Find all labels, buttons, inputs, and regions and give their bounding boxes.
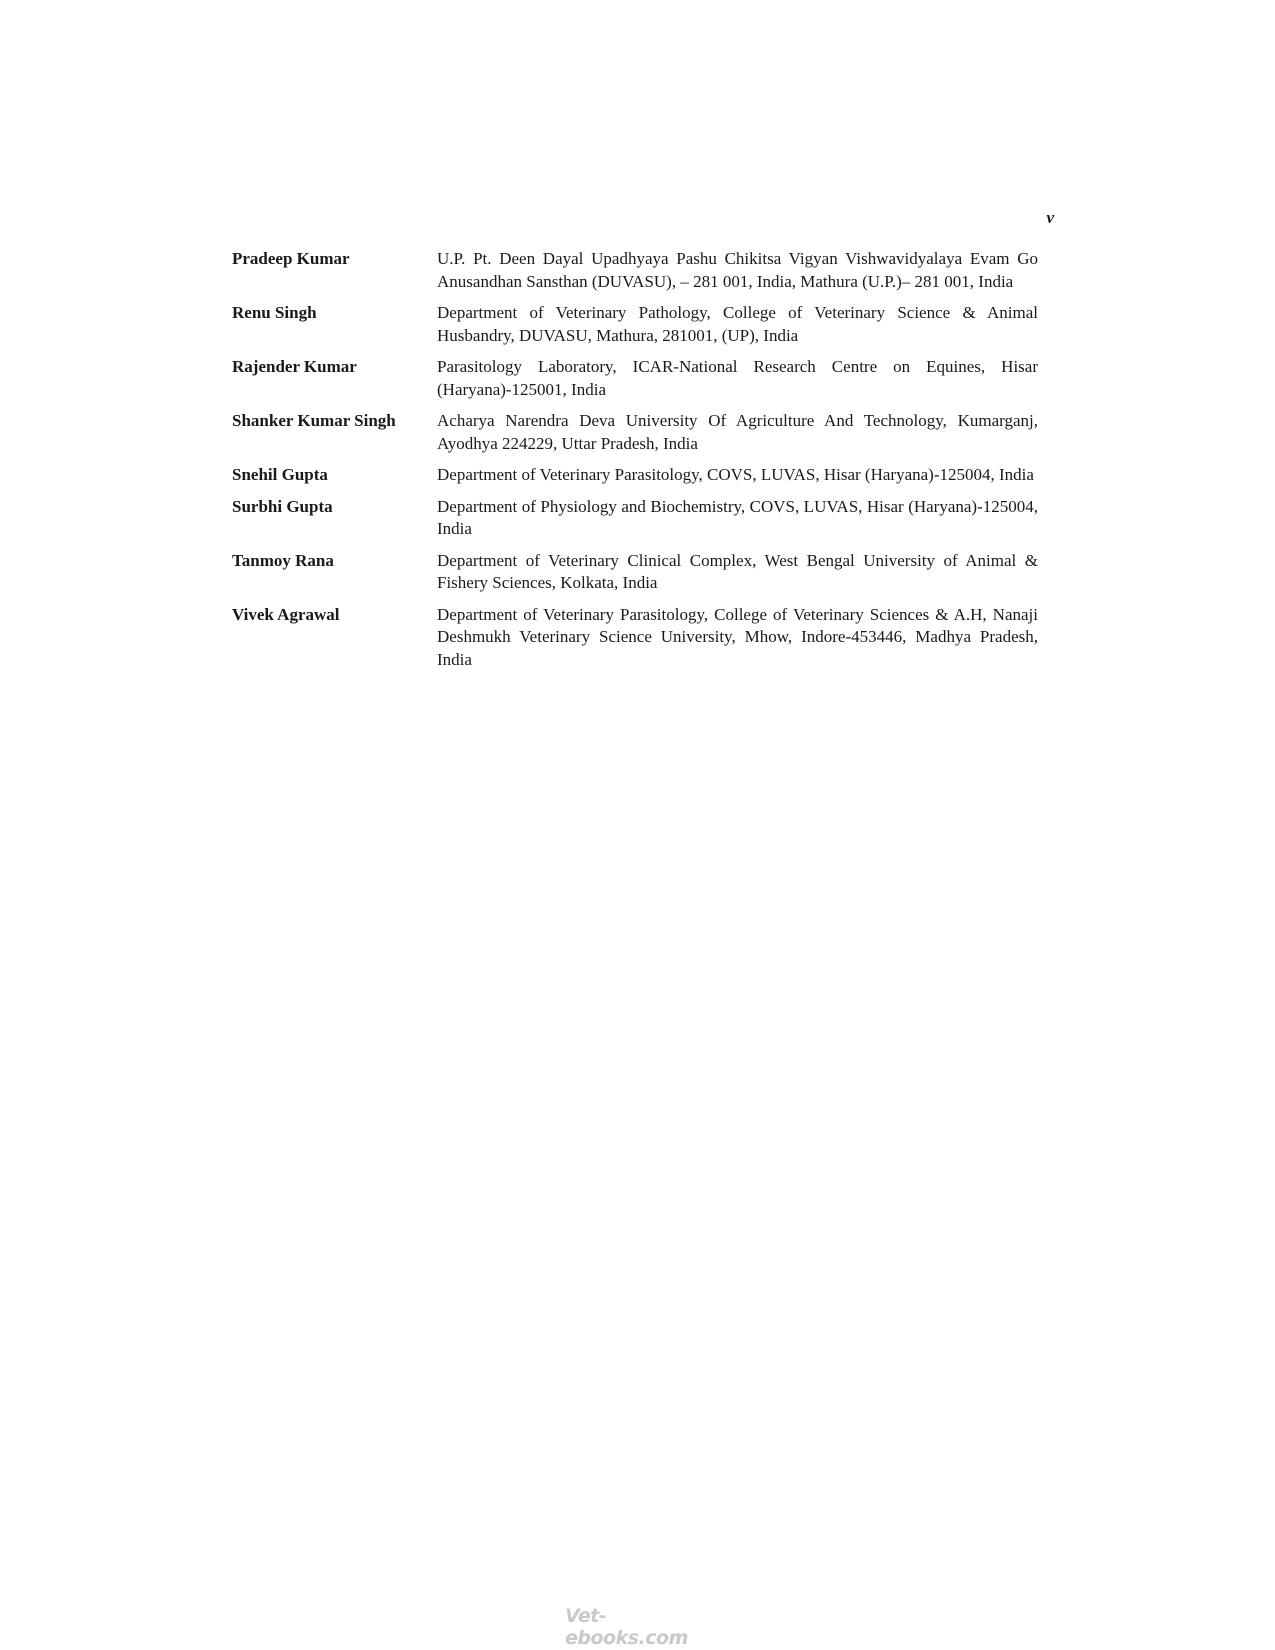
contributor-entry	[232, 248, 1038, 293]
contributor-affiliation: U.P. Pt. Deen Dayal Upadhyaya Pashu Chikitsa Vigyan Vishwavidyalaya Evam Go Anusandhan Sansthan (DUVASU), – 281 001, India, Mathura (U.P.)– 281 001, India	[437, 249, 1038, 291]
contributor-affiliation: Department of Veterinary Parasitology, COVS, LUVAS, Hisar (Haryana)-125004, India	[437, 465, 1034, 484]
contributor-entry	[232, 496, 1038, 541]
contributor-name: Snehil Gupta	[232, 465, 328, 484]
watermark-text: Vet-ebooks.com	[565, 1605, 688, 1649]
contributor-affiliation: Acharya Narendra Deva University Of Agriculture And Technology, Kumarganj, Ayodhya 224229, Uttar Pradesh, India	[437, 411, 1038, 453]
contributor-entry	[232, 604, 1038, 672]
contributor-affiliation: Parasitology Laboratory, ICAR-National Research Centre on Equines, Hisar (Haryana)-125001, India	[437, 357, 1038, 399]
contributor-name: Shanker Kumar Singh	[232, 411, 396, 430]
page-number: v	[1046, 208, 1054, 227]
contributor-name: Surbhi Gupta	[232, 496, 333, 516]
contributor-name: Pradeep Kumar	[232, 249, 350, 268]
contributor-affiliation: Department of Veterinary Parasitology, College of Veterinary Sciences & A.H, Nanaji Deshmukh Veterinary Science University, Mhow, Indore-453446, Madhya Pradesh, India	[437, 604, 1038, 669]
contributor-name: Tanmoy Rana	[232, 550, 334, 570]
watermark-logo	[565, 1605, 715, 1649]
contributor-entry	[232, 356, 1038, 401]
contributor-entry	[232, 302, 1038, 347]
contributor-affiliation: Department of Physiology and Biochemistry, COVS, LUVAS, Hisar (Haryana)-125004, India	[437, 496, 1038, 538]
contributor-entry	[232, 550, 1038, 595]
contributor-affiliation: Department of Veterinary Clinical Complex, West Bengal University of Animal & Fishery Sciences, Kolkata, India	[437, 550, 1038, 592]
contributor-entry	[232, 464, 1038, 487]
contributor-affiliation: Department of Veterinary Pathology, College of Veterinary Science & Animal Husbandry, DUVASU, Mathura, 281001, (UP), India	[437, 303, 1038, 345]
contributor-list	[232, 248, 1038, 680]
contributor-entry	[232, 410, 1038, 455]
contributor-name: Vivek Agrawal	[232, 604, 340, 624]
contributor-name: Renu Singh	[232, 303, 317, 322]
contributor-name: Rajender Kumar	[232, 357, 357, 376]
